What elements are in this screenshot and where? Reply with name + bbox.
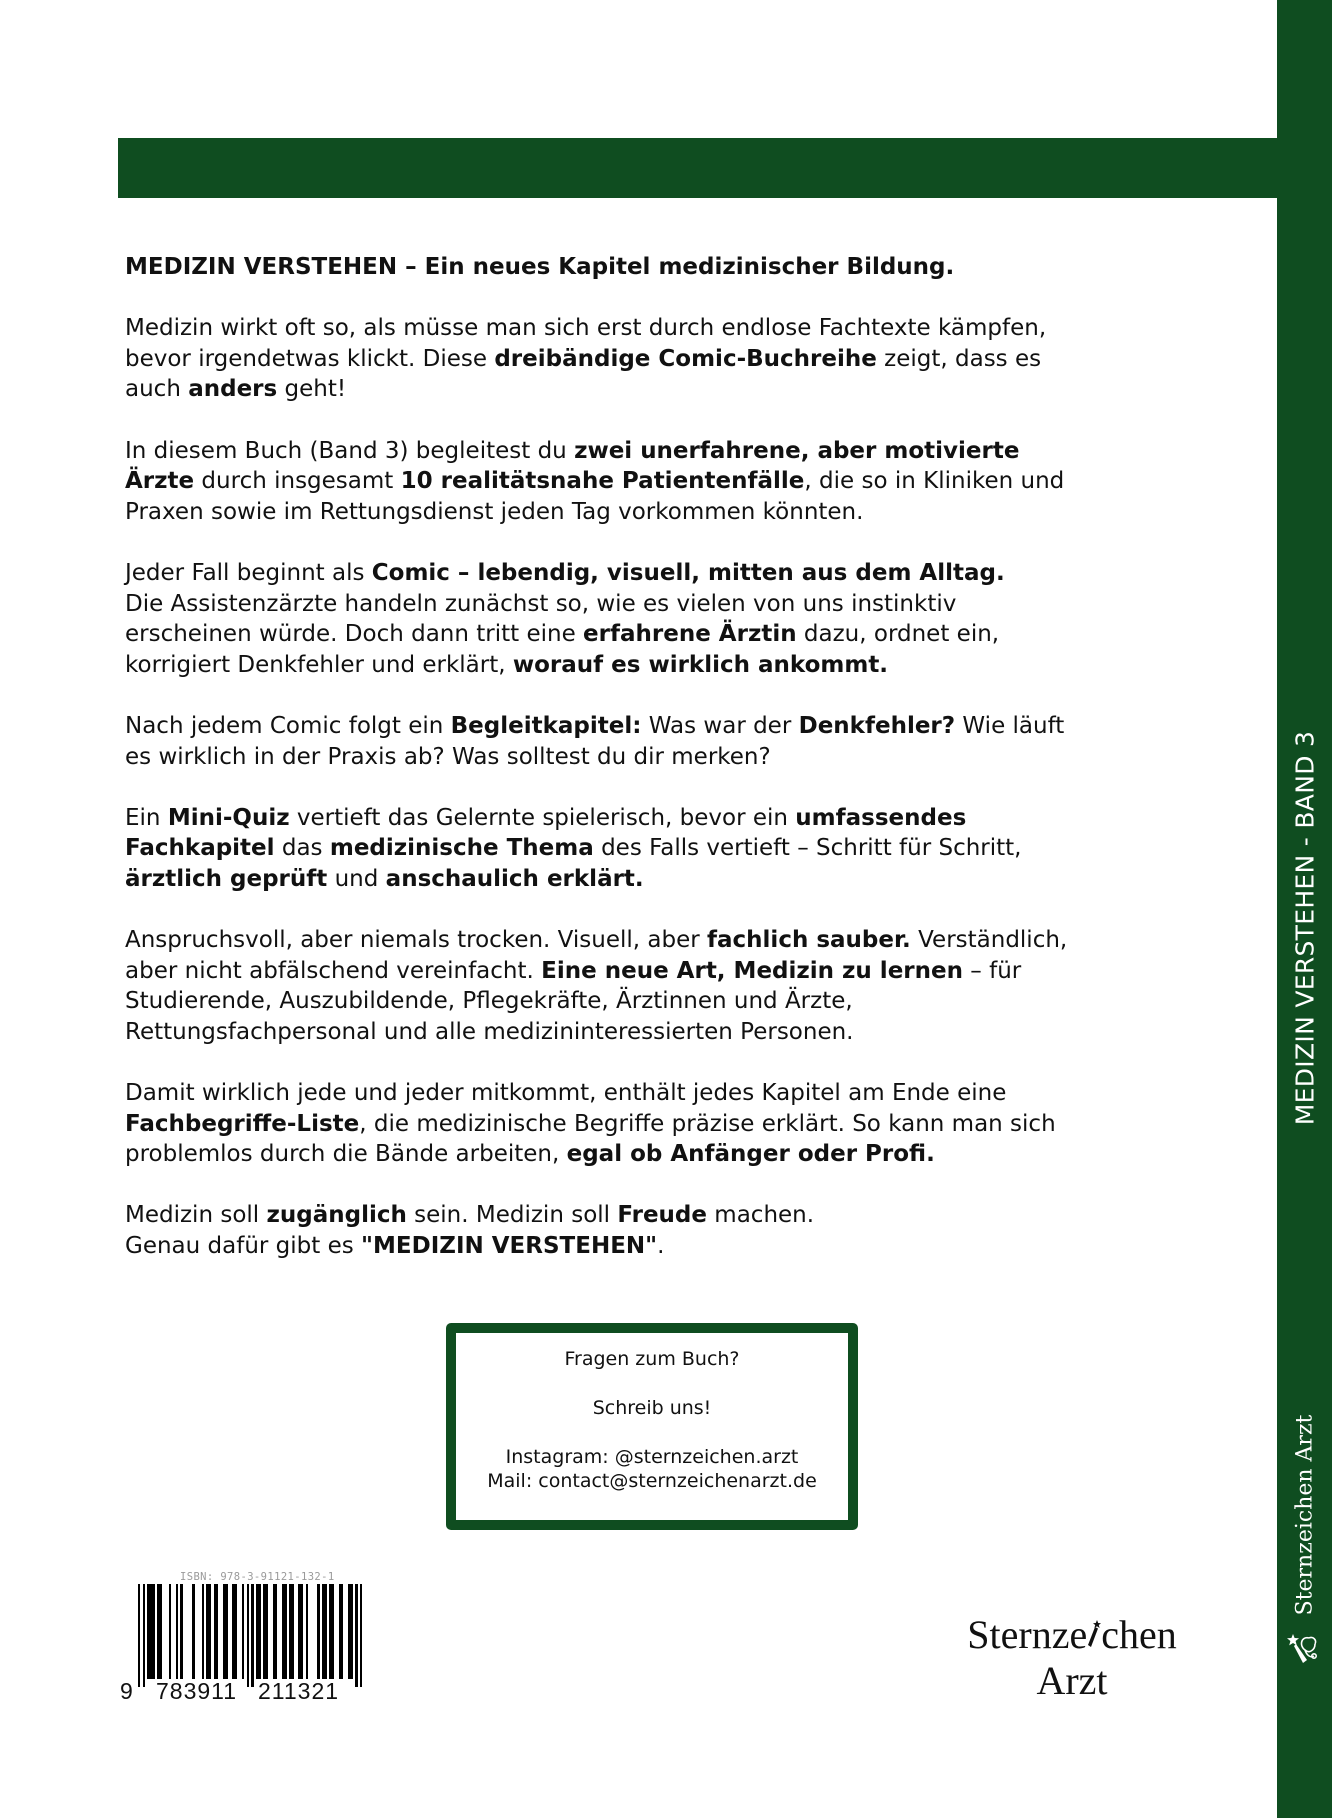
barcode-bar bbox=[360, 1584, 362, 1687]
paragraph: Jeder Fall beginnt als Comic – lebendig, visuell, mitten aus dem Alltag. Die Assistenzärzte handeln zunächst so, wie es vielen von uns instinktiv erscheinen würde. Doch dann tritt eine erfahrene Ärztin dazu, ordnet ein, korrigiert Denkfehler und erklärt, worauf es wirklich ankommt. bbox=[125, 559, 1005, 678]
barcode-bar bbox=[324, 1584, 326, 1679]
barcode-bar bbox=[143, 1584, 145, 1687]
spine-brand: Sternzeichen Arzt bbox=[1292, 1414, 1317, 1616]
barcode-bar bbox=[265, 1584, 267, 1679]
logo-line-1: Sternze chen bbox=[967, 1612, 1177, 1657]
isbn-barcode bbox=[120, 1568, 380, 1708]
barcode-bar bbox=[235, 1584, 237, 1679]
barcode-bar bbox=[317, 1584, 319, 1679]
contact-cta: Schreib uns! bbox=[592, 1397, 712, 1419]
back-cover-text bbox=[125, 252, 1265, 1292]
barcode-bar bbox=[180, 1584, 182, 1679]
barcode-bar bbox=[169, 1584, 171, 1679]
header-band bbox=[118, 138, 1277, 198]
barcode-bar bbox=[225, 1584, 227, 1679]
back-cover-heading: MEDIZIN VERSTEHEN – Ein neues Kapitel medizinischer Bildung. bbox=[125, 254, 955, 280]
barcode-bar bbox=[242, 1584, 244, 1679]
shooting-star-icon bbox=[1087, 1620, 1101, 1648]
description-paragraphs bbox=[125, 313, 1265, 1261]
barcode-bar bbox=[301, 1584, 303, 1679]
paragraph: Ein Mini-Quiz vertieft das Gelernte spielerisch, bevor ein umfassendes Fachkapitel das medizinische Thema des Falls vertieft – Schritt für Schritt, ärztlich geprüft und anschaulich erklärt. bbox=[125, 804, 1022, 892]
paragraph: In diesem Buch (Band 3) begleitest du zwei unerfahrene, aber motivierte Ärzte durch insgesamt 10 realitätsnahe Patientenfälle, die so in Kliniken und Praxen sowie im Rettungsdienst jeden Tag vorkommen könnten. bbox=[125, 437, 1065, 525]
barcode-bar bbox=[138, 1584, 140, 1687]
paragraph: Medizin soll zugänglich sein. Medizin soll Freude machen. Genau dafür gibt es "MEDIZIN VERSTEHEN". bbox=[125, 1202, 815, 1259]
book-spine bbox=[1277, 0, 1332, 1818]
barcode-bar bbox=[306, 1584, 308, 1679]
barcode-bar bbox=[209, 1584, 211, 1679]
barcode-bar bbox=[216, 1584, 218, 1679]
barcode-right-digits: 211321 bbox=[258, 1678, 340, 1704]
contact-box bbox=[446, 1323, 858, 1530]
barcode-bar bbox=[251, 1584, 253, 1687]
paragraph: Damit wirklich jede und jeder mitkommt, enthält jedes Kapitel am Ende eine Fachbegriffe-Liste, die medizinische Begriffe präzise erklärt. So kann man sich problemlos durch die Bände arbeiten, egal ob Anfänger oder Profi. bbox=[125, 1080, 1056, 1168]
isbn-label: ISBN: 978-3-91121-132-1 bbox=[180, 1571, 335, 1583]
barcode-bar bbox=[341, 1584, 343, 1679]
barcode-bar bbox=[258, 1584, 260, 1679]
barcode-bar bbox=[284, 1584, 286, 1679]
barcode-bar bbox=[291, 1584, 293, 1679]
barcode-bar bbox=[247, 1584, 249, 1687]
barcode-bar bbox=[202, 1584, 204, 1679]
publisher-logo bbox=[952, 1612, 1192, 1704]
barcode-bar bbox=[159, 1584, 161, 1679]
barcode-bar bbox=[355, 1584, 357, 1687]
barcode-bar bbox=[176, 1584, 178, 1679]
barcode-bar bbox=[152, 1584, 154, 1679]
barcode-bar bbox=[275, 1584, 277, 1679]
contact-mail[interactable]: Mail: contact@sternzeichenarzt.de bbox=[487, 1470, 817, 1492]
barcode-bar bbox=[332, 1584, 334, 1679]
contact-question: Fragen zum Buch? bbox=[564, 1348, 740, 1370]
shooting-star-stethoscope-icon bbox=[1287, 1630, 1323, 1668]
barcode-first-digit: 9 bbox=[120, 1678, 134, 1704]
paragraph: Anspruchsvoll, aber niemals trocken. Visuell, aber fachlich sauber. Verständlich, aber nicht abfälschend vereinfacht. Eine neue Art, Medizin zu lernen – für Studierende, Auszubildende, Pflegekräfte, Ärztinnen und Ärzte, Rettungsfachpersonal und alle medizininteressierten Personen. bbox=[125, 927, 1068, 1045]
barcode-bar bbox=[350, 1584, 352, 1679]
paragraph: Nach jedem Comic folgt ein Begleitkapitel: Was war der Denkfehler? Wie läuft es wirklich in der Praxis ab? Was solltest du dir merken? bbox=[125, 712, 1065, 770]
barcode-left-digits: 783911 bbox=[156, 1678, 238, 1704]
barcode-bar bbox=[192, 1584, 194, 1679]
logo-line-2: Arzt bbox=[1036, 1658, 1108, 1703]
contact-instagram[interactable]: Instagram: @sternzeichen.arzt bbox=[505, 1446, 799, 1468]
spine-title: MEDIZIN VERSTEHEN - BAND 3 bbox=[1290, 730, 1319, 1126]
paragraph: Medizin wirkt oft so, als müsse man sich erst durch endlose Fachtexte kämpfen, bevor irgendetwas klickt. Diese dreibändige Comic-Buchreihe zeigt, dass es auch anders geht! bbox=[125, 315, 1047, 403]
